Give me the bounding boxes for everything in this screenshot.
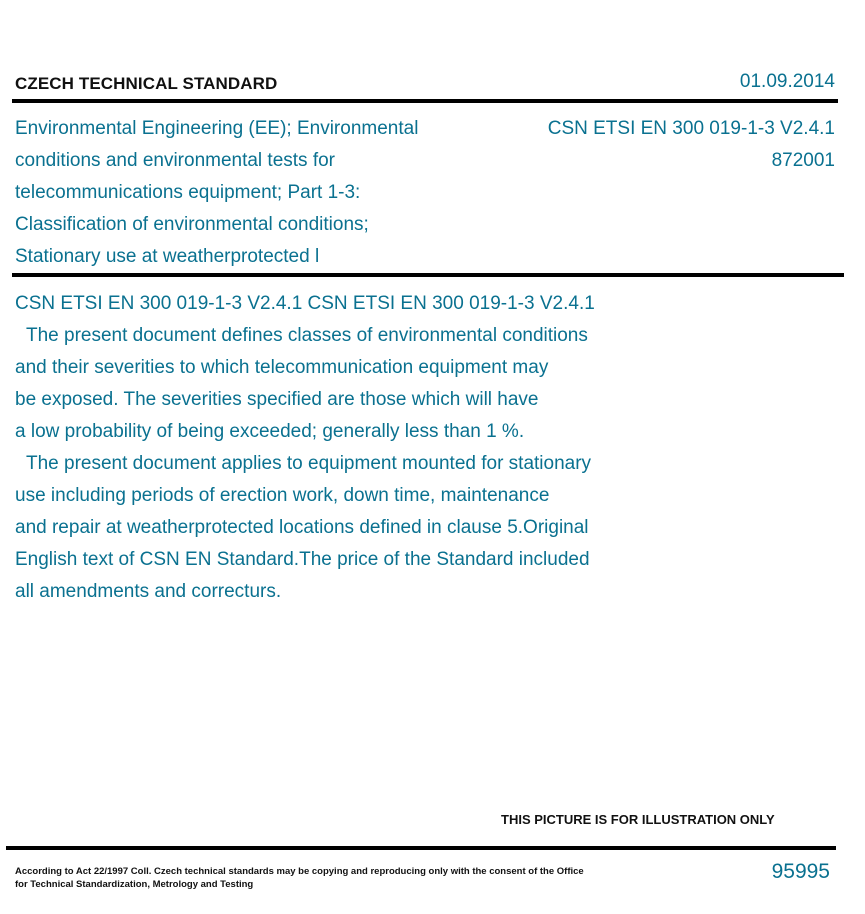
catalog-number: 95995: [771, 860, 830, 883]
standard-title-line: Environmental Engineering (EE); Environmental: [15, 118, 419, 139]
description-line: use including periods of erection work, down time, maintenance: [15, 485, 550, 506]
classification-code: 872001: [771, 150, 835, 171]
description-line: and their severities to which telecommunication equipment may: [15, 357, 549, 378]
standard-title-line: conditions and environmental tests for: [15, 150, 336, 171]
legal-notice-line: for Technical Standardization, Metrology and Testing: [15, 879, 254, 890]
bottom-divider: [6, 846, 836, 850]
document-type-label: CZECH TECHNICAL STANDARD: [15, 74, 278, 93]
middle-divider: [12, 273, 844, 277]
description-line: and repair at weatherprotected locations defined in clause 5.Original: [15, 517, 589, 538]
illustration-disclaimer: THIS PICTURE IS FOR ILLUSTRATION ONLY: [501, 812, 775, 827]
publication-date: 01.09.2014: [739, 71, 835, 92]
standard-title-line: Stationary use at weatherprotected l: [15, 246, 320, 267]
legal-notice: [15, 865, 615, 891]
standard-designation: CSN ETSI EN 300 019-1-3 V2.4.1: [547, 118, 835, 139]
description-line: English text of CSN EN Standard.The price of the Standard included: [15, 549, 590, 570]
standard-title-line: Classification of environmental conditions;: [15, 214, 369, 235]
description-line: a low probability of being exceeded; generally less than 1 %.: [15, 421, 525, 442]
top-divider: [12, 99, 838, 103]
description-line: The present document defines classes of environmental conditions: [26, 325, 588, 346]
standard-title: [15, 113, 490, 273]
description-line: be exposed. The severities specified are those which will have: [15, 389, 539, 410]
legal-notice-line: According to Act 22/1997 Coll. Czech technical standards may be copying and reproducing only with the consent of the Office: [15, 866, 584, 877]
standard-description: [15, 288, 695, 608]
description-line: CSN ETSI EN 300 019-1-3 V2.4.1 CSN ETSI EN 300 019-1-3 V2.4.1: [15, 293, 595, 314]
standard-identifiers: [495, 113, 835, 177]
description-line: The present document applies to equipment mounted for stationary: [26, 453, 592, 474]
standard-title-line: telecommunications equipment; Part 1-3:: [15, 182, 361, 203]
description-line: all amendments and correcturs.: [15, 581, 282, 602]
